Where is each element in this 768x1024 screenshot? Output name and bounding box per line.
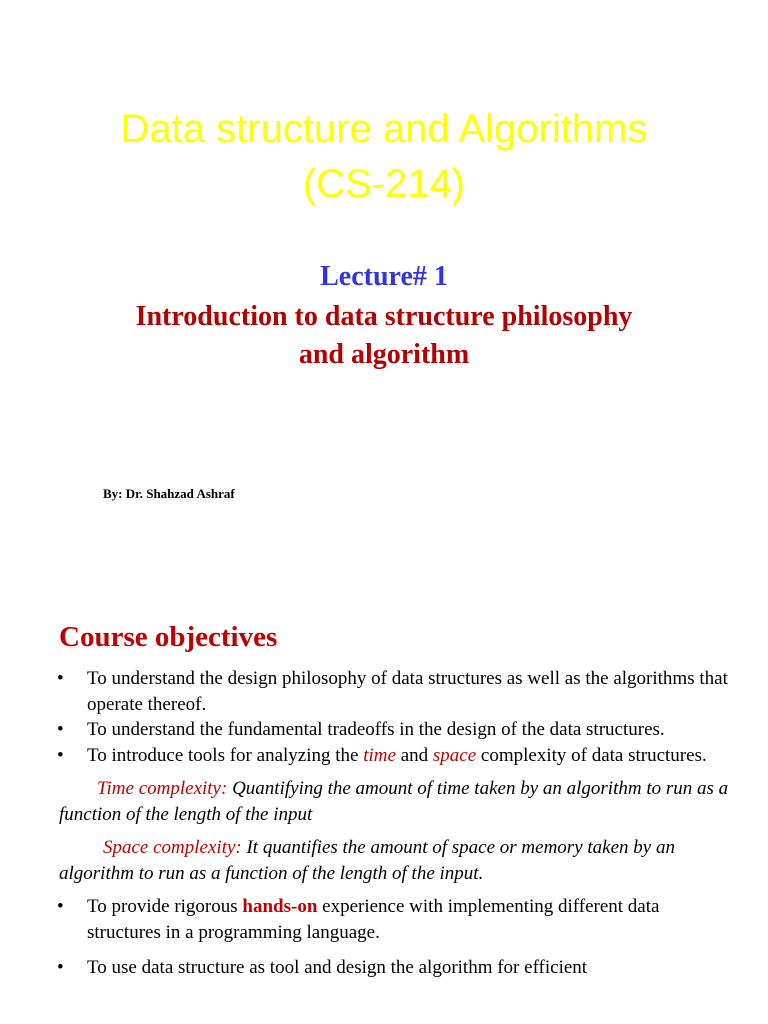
bullet-icon: •	[57, 896, 64, 917]
section-heading: Course objectives	[59, 621, 278, 653]
space-word: space	[432, 744, 477, 766]
bullet-text-post: experience with implementing different data structures in a programming language.	[87, 896, 660, 943]
subtitle-line1: Introduction to data structure philosophy	[135, 301, 633, 332]
bullet-text-pre: To provide rigorous	[87, 896, 243, 917]
lecture-subtitle	[0, 298, 768, 374]
bullet-icon: •	[57, 744, 64, 766]
objectives-slide	[0, 590, 768, 1024]
list-item	[0, 955, 768, 981]
lecture-number: Lecture# 1	[320, 261, 448, 292]
time-complexity-label: Time complexity:	[97, 778, 228, 799]
bullet-text: To use data structure as tool and design the algorithm for efficient	[87, 957, 588, 978]
time-complexity-text: Quantifying the amount of time taken by an algorithm to run as a function of the length of the input	[59, 778, 729, 825]
author-credit: By: Dr. Shahzad Ashraf	[103, 486, 235, 501]
time-word: time	[363, 744, 396, 766]
time-complexity-definition	[0, 776, 768, 827]
bullet-icon: •	[57, 668, 64, 689]
course-title-line1: Data structure and Algorithms	[120, 107, 648, 151]
space-complexity-definition	[0, 835, 768, 886]
space-complexity-label: Space complexity:	[103, 837, 242, 858]
objectives-content	[0, 666, 768, 981]
list-item	[0, 717, 768, 743]
bullet-text: To understand the fundamental tradeoffs in the design of the data structures.	[87, 719, 665, 740]
bullet-icon: •	[57, 719, 64, 740]
bullet-text-post: complexity of data structures.	[476, 744, 707, 766]
hands-on-word: hands-on	[242, 896, 318, 917]
bullet-icon: •	[57, 957, 64, 978]
list-item	[0, 743, 768, 769]
subtitle-line2: and algorithm	[298, 339, 470, 370]
course-title-line2: (CS-214)	[302, 162, 466, 206]
bullet-text-and: and	[395, 744, 433, 766]
list-item	[0, 666, 768, 717]
list-item	[0, 894, 768, 945]
space-complexity-text: It quantifies the amount of space or memory taken by an algorithm to run as a function of the length of the input.	[59, 837, 675, 884]
bullet-text-pre: To introduce tools for analyzing the	[87, 744, 364, 766]
bullet-text: To understand the design philosophy of data structures as well as the algorithms that operate thereof.	[87, 668, 728, 715]
